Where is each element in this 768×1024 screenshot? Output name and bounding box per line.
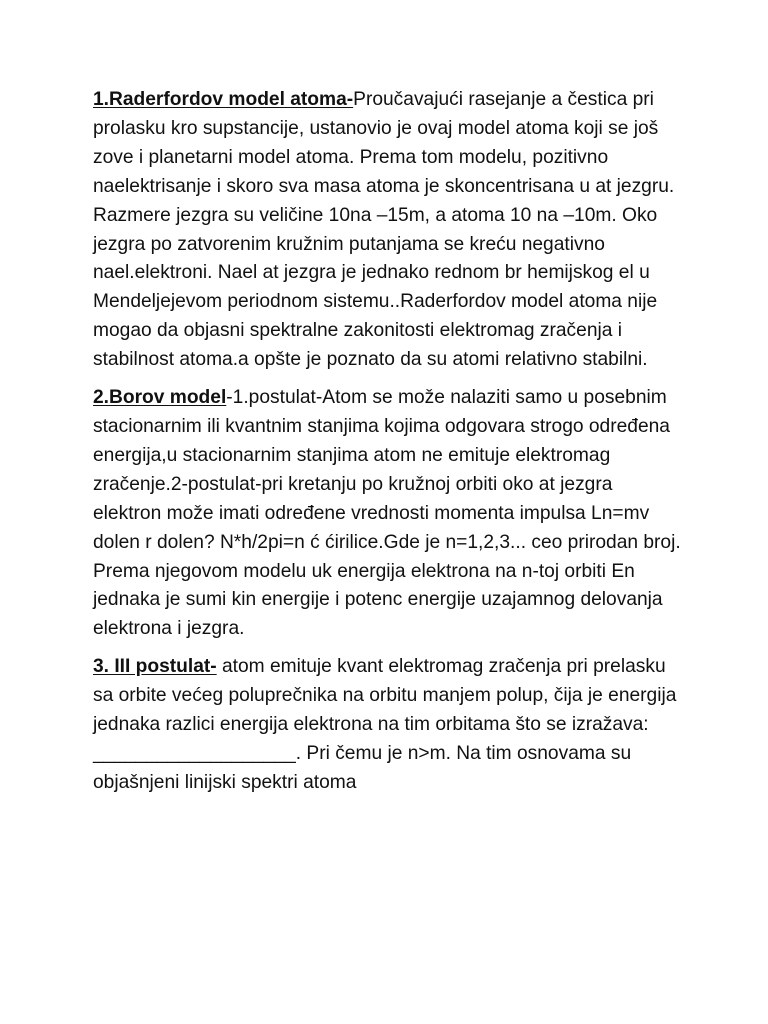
paragraph-bohr-model [93, 384, 683, 644]
document-page [93, 86, 683, 807]
heading-bohr-model: 2.Borov model [93, 387, 227, 409]
body-third-postulate: atom emituje kvant elektromag zračenja pri prelasku sa orbite većeg poluprečnika na orbitu manjem polup, čija je energija jednaka razlici energija elektrona na tim orbitama što se izražava: ___________________. Pri čemu je n>m. Na tim osnovama su objašnjeni linijski spektri atoma [93, 656, 677, 793]
heading-rutherford-model: 1.Raderfordov model atoma- [93, 89, 354, 110]
paragraph-rutherford-model [93, 86, 683, 375]
paragraph-third-postulate [93, 653, 683, 798]
body-bohr-model: -1.postulat-Atom se može nalaziti samo u posebnim stacionarnim ili kvantnim stanjima kojima odgovara strogo određena energija,u stacionarnim stanjima atom ne emituje elektromag zračenje.2-postulat-pri kretanju po kružnoj orbiti oko at jezgra elektron može imati određene vrednosti momenta impulsa Ln=mv dolen r dolen? N*h/2pi=n ć ćirilice.Gde je n=1,2,3... ceo prirodan broj. Prema njegovom modelu uk energija elektrona na n-toj orbiti En jednaka je sumi kin energije i potenc energije uzajamnog delovanja elektrona i jezgra. [93, 387, 681, 640]
heading-third-postulate: 3. III postulat- [93, 656, 217, 678]
body-rutherford-model: Proučavajući rasejanje a čestica pri prolasku kro supstancije, ustanovio je ovaj model atoma koji se još zove i planetarni model atoma. Prema tom modelu, pozitivno naelektrisanje i skoro sva masa atoma je skoncentrisana u at jezgru. Razmere jezgra su veličine 10na –15m, a atoma 10 na –10m. Oko jezgra po zatvorenim kružnim putanjama se kreću negativno nael.elektroni. Nael at jezgra je jednako rednom br hemijskog el u Mendeljejevom periodnom sistemu..Raderfordov model atoma nije mogao da objasni spektralne zakonitosti elektromag zračenja i stabilnost atoma.a opšte je poznato da su atomi relativno stabilni. [93, 89, 675, 371]
